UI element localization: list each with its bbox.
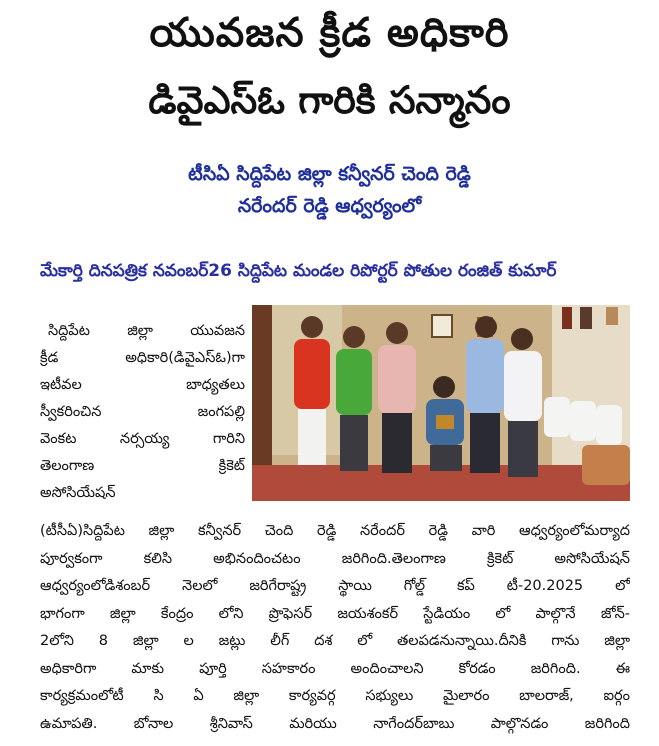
body-line: ఉమాపతి. బోనాల శ్రీనివాస్ మరియు నాగేందర్‌బాబు పాల్గొనడం జరిగింది	[40, 715, 630, 732]
body-line: 2లోని 8 జిల్లా ల జట్లు లీగ్ దశ లో తలపడనున్నాయి.దీనికి గాను జిల్లా	[40, 633, 630, 649]
body-line: కార్యక్రమంలోటీ సి ఏ జిల్లా కార్యవర్గ సభ్యులు మైలారం బాలరాజ్, ఐర్గం	[40, 688, 630, 704]
body-line: (టీసీఏ)సిద్దిపేట జిల్లా కన్వీనర్ చెంది రెడ్డి నరేందర్ రెడ్డి వారి ఆధ్వర్యంలోమర్యాద	[40, 523, 630, 539]
body-line: భాగంగా జిల్లా కేంద్రం లోని ప్రొఫెసర్ జయశంకర్ స్టేడియం లో పాల్గొనే జోన్-	[40, 605, 630, 622]
group-photo-image	[252, 305, 630, 501]
article-body	[40, 518, 630, 738]
column-line: సిద్దిపేట జిల్లా యువజన	[48, 323, 245, 339]
subheading-line-1: టీసిఏ సిద్దిపేట జిల్లా కన్వీనర్ చెంది రెడ్డి	[188, 163, 471, 185]
left-column-text	[40, 318, 245, 507]
column-line: వెంకట నర్సయ్య గారిని	[40, 431, 245, 447]
headline-line-1: యువజన క్రీడ అధికారి	[149, 10, 510, 56]
subheading-line-2: నరేందర్ రెడ్డి ఆధ్వర్యంలో	[237, 195, 422, 217]
group-photo	[252, 305, 630, 501]
column-line: ఇటీవల బాధ్యతలు	[40, 377, 245, 393]
byline: మేకార్తి దినపత్రిక నవంబర్26 సిద్దిపేట మండల రిపోర్టర్ పోతుల రంజిత్ కుమార్	[40, 261, 557, 281]
column-line: స్వీకరించిన జంగపల్లి	[40, 404, 245, 420]
column-line: అసోసియేషన్	[40, 485, 116, 501]
headline-line-2: డివైఎస్ఓ గారికి సన్మానం	[148, 78, 511, 122]
column-line: తెలంగాణ క్రికెట్	[40, 458, 245, 474]
body-line: పూర్వకంగా కలిసి అభినందించటం జరిగింది.తెలంగాణ క్రికెట్ అసోసియేషన్	[40, 550, 630, 567]
column-line: క్రీడ అధికారి(డివైఎస్ఓ)గా	[40, 350, 245, 366]
body-line: ఆధ్వర్యంలోడిశంబర్ నెలలో జరిగేరాష్ట్ర స్థాయి గోల్డ్ కప్ టీ-20.2025 లో	[40, 578, 630, 594]
body-line: అధికారిగా మాకు పూర్తి సహకారం అందించాలని కోరడం జరిగింది. ఈ	[40, 660, 630, 677]
